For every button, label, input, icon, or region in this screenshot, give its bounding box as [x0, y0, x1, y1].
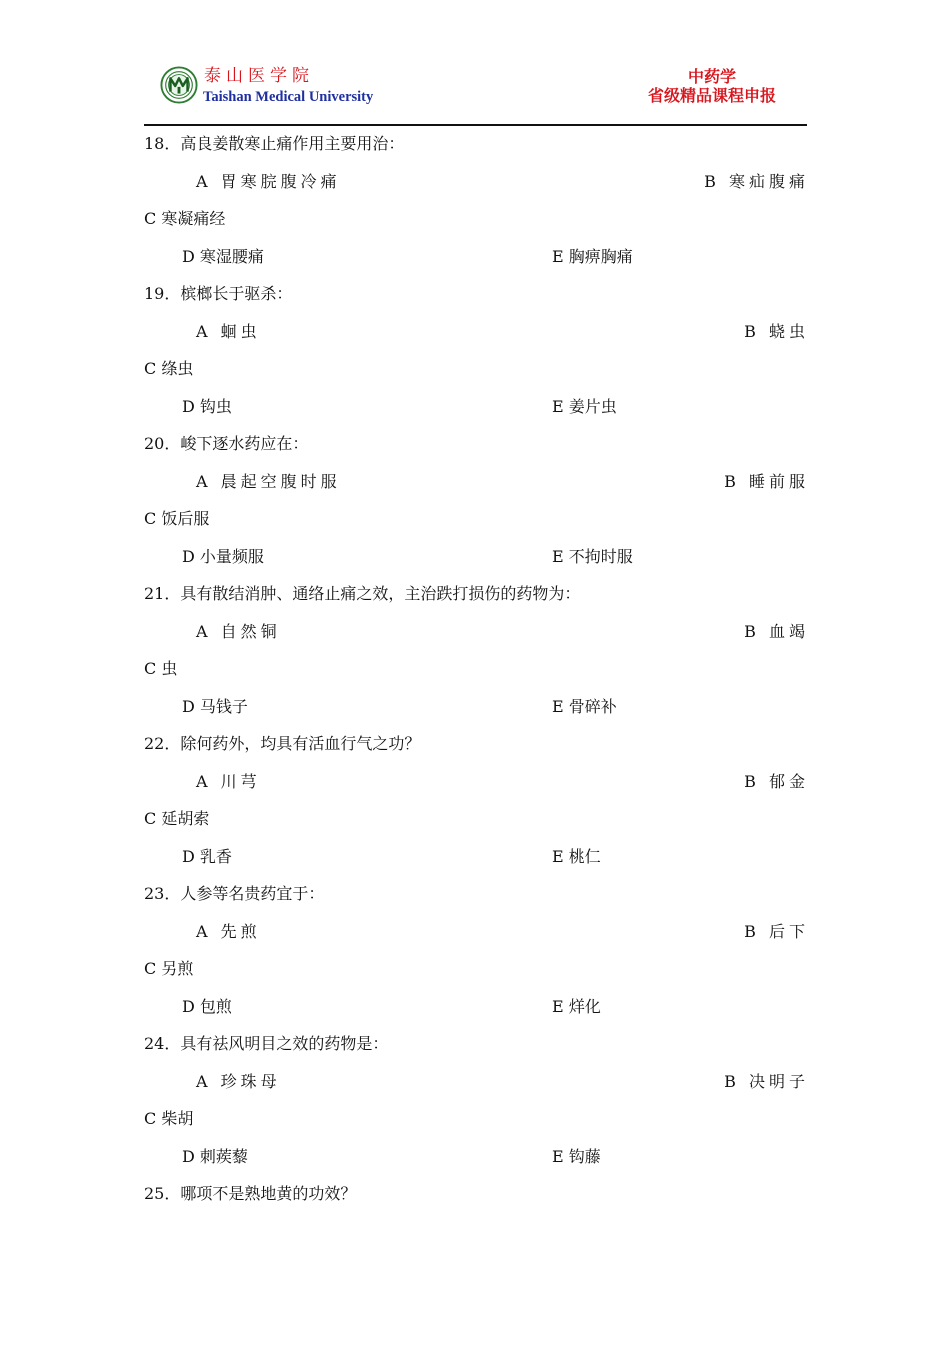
question-stem: 25．哪项不是熟地黄的功效？: [144, 1184, 357, 1203]
option-b: B 寒疝腹痛: [704, 172, 809, 191]
question-stem: 18．高良姜散寒止痛作用主要用治：: [144, 134, 405, 153]
option-b: B 后下: [744, 922, 809, 941]
option-a: A 先煎: [196, 922, 261, 941]
course-title: 中药学: [687, 67, 737, 86]
option-a: A 珍珠母: [196, 1072, 281, 1091]
question-stem: 20．峻下逐水药应在：: [144, 434, 309, 453]
option-c: C 另煎: [144, 959, 194, 978]
option-d: D 乳香: [182, 847, 232, 866]
option-e: E 姜片虫: [552, 397, 617, 416]
option-c: C 虫: [144, 659, 178, 678]
option-e: E 烊化: [552, 997, 601, 1016]
question-stem: 24．具有祛风明目之效的药物是：: [144, 1034, 389, 1053]
option-c: C 延胡索: [144, 809, 210, 828]
option-e: E 胸痹胸痛: [552, 247, 633, 266]
option-d: D 包煎: [182, 997, 232, 1016]
option-a: A 川芎: [196, 772, 261, 791]
option-c: C 柴胡: [144, 1109, 194, 1128]
option-d: D 钩虫: [182, 397, 232, 416]
option-b: B 睡前服: [724, 472, 809, 491]
course-title-block: [648, 67, 776, 105]
option-d: D 小量频服: [182, 547, 264, 566]
option-c: C 饭后服: [144, 509, 210, 528]
option-b: B 血竭: [744, 622, 809, 641]
option-a: A 蛔虫: [196, 322, 261, 341]
question-stem: 23．人参等名贵药宜于：: [144, 884, 325, 903]
option-a: A 晨起空腹时服: [196, 472, 341, 491]
question-stem: 22．除何药外，均具有活血行气之功？: [144, 734, 421, 753]
option-b: B 决明子: [724, 1072, 809, 1091]
question-stem: 19．槟榔长于驱杀：: [144, 284, 293, 303]
option-e: E 骨碎补: [552, 697, 617, 716]
option-d: D 刺蒺藜: [182, 1147, 248, 1166]
option-d: D 马钱子: [182, 697, 248, 716]
page-header: [0, 0, 952, 128]
option-e: E 不拘时服: [552, 547, 633, 566]
university-name-en: Taishan Medical University: [203, 89, 374, 105]
course-subtitle: 省级精品课程申报: [647, 86, 777, 105]
header-divider: [144, 124, 807, 126]
option-c: C 寒凝痛经: [144, 209, 226, 228]
question-stem: 21．具有散结消肿、通络止痛之效，主治跌打损伤的药物为：: [144, 584, 581, 603]
option-e: E 钩藤: [552, 1147, 601, 1166]
option-b: B 郁金: [744, 772, 809, 791]
university-logo-icon: [160, 66, 198, 104]
option-b: B 蛲虫: [744, 322, 809, 341]
option-d: D 寒湿腰痛: [182, 247, 264, 266]
option-a: A 自然铜: [196, 622, 281, 641]
option-a: A 胃寒脘腹冷痛: [196, 172, 341, 191]
university-name-cn: 泰山医学院: [204, 66, 314, 86]
option-e: E 桃仁: [552, 847, 601, 866]
option-c: C 绦虫: [144, 359, 194, 378]
